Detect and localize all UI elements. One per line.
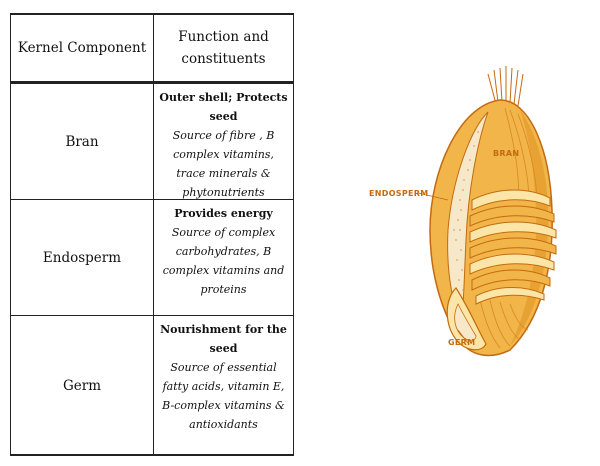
component-name: Bran [10, 84, 153, 200]
description-bold: Nourishment for the seed [160, 323, 287, 355]
kernel-table [10, 13, 294, 456]
label-endosperm: ENDOSPERM [369, 189, 429, 198]
component-description [153, 200, 294, 316]
label-bran: BRAN [493, 149, 520, 158]
table-row [10, 199, 294, 316]
table-row [10, 83, 294, 200]
table-header-row [10, 15, 294, 83]
wheat-kernel-illustration [360, 60, 560, 360]
description-bold: Outer shell; Protects seed [159, 91, 288, 123]
component-name: Endosperm [10, 200, 153, 316]
header-function-constituents: Function and constituents [153, 15, 294, 81]
description-italic: Source of essential fatty acids, vitamin E, B-complex vitamins & antioxidants [162, 361, 285, 431]
table-row [10, 315, 294, 455]
component-description [153, 316, 294, 455]
component-description [153, 84, 294, 200]
description-italic: Source of complex carbohydrates, B complex vitamins and proteins [162, 226, 285, 296]
label-germ: GERM [448, 338, 476, 347]
description-italic: Source of fibre , B complex vitamins, trace minerals & phytonutrients [172, 129, 275, 199]
header-kernel-component: Kernel Component [10, 15, 153, 81]
component-name: Germ [10, 316, 153, 455]
description-bold: Provides energy [174, 207, 273, 220]
